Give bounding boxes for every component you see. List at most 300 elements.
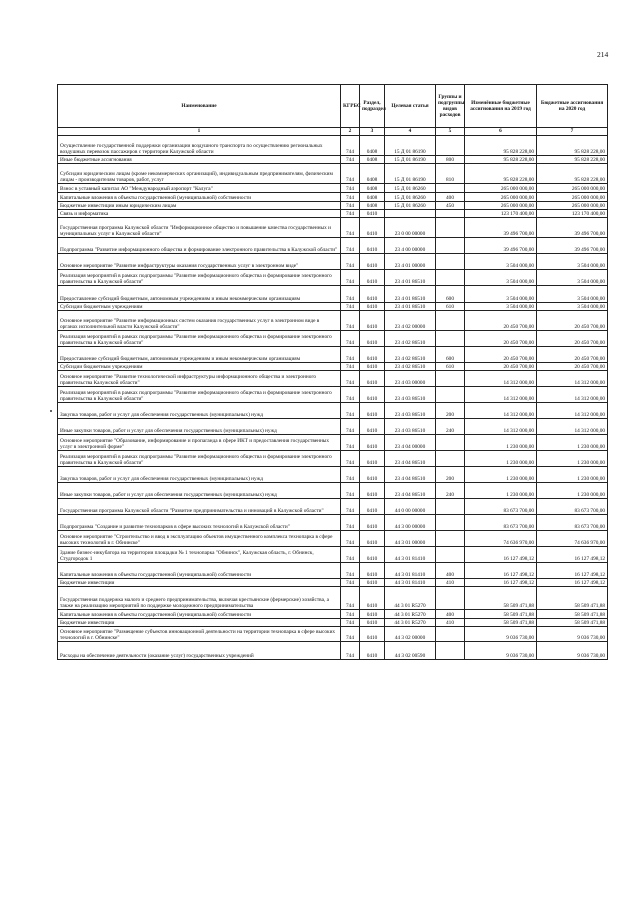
row-amount-2020: 9 036 730,00	[537, 642, 608, 660]
row-amount-2019: 1 230 000,00	[465, 435, 537, 451]
budget-allocation-table	[57, 84, 608, 660]
row-section: 0410	[360, 587, 385, 610]
row-kgrbs: 744	[341, 627, 360, 642]
row-target-article: 23 4 02 86510	[385, 363, 436, 371]
row-section: 0410	[360, 563, 385, 579]
header-amount-2020: Бюджетные ассигнования на 2020 год	[537, 85, 608, 128]
row-section: 0410	[360, 254, 385, 270]
row-kgrbs: 744	[341, 270, 360, 286]
row-amount-2020: 123 170 400,00	[537, 210, 608, 218]
row-expense-group: 600	[436, 347, 465, 363]
row-amount-2019: 9 036 730,00	[465, 642, 537, 660]
row-section: 0410	[360, 331, 385, 347]
table-row	[58, 286, 608, 303]
row-target-article: 23 4 01 00000	[385, 254, 436, 270]
table-row	[58, 531, 608, 547]
row-expense-group	[436, 311, 465, 331]
row-amount-2020: 58 509 471,88	[537, 619, 608, 627]
row-amount-2019: 1 230 000,00	[465, 483, 537, 499]
row-section: 0410	[360, 531, 385, 547]
row-amount-2020: 14 312 000,00	[537, 387, 608, 403]
row-target-article: 44 3 02 00000	[385, 627, 436, 642]
column-number: 3	[360, 128, 385, 136]
page-number: 214	[597, 50, 609, 59]
row-name: Подпрограмма "Развитие информационного общества и формирование электронного правительства в Калужской области"	[58, 238, 341, 254]
row-amount-2020: 1 230 000,00	[537, 435, 608, 451]
row-amount-2020: 3 504 000,00	[537, 270, 608, 286]
row-amount-2020: 39 496 700,00	[537, 238, 608, 254]
row-amount-2019: 16 127 498,12	[465, 579, 537, 587]
row-amount-2020: 16 127 498,12	[537, 563, 608, 579]
row-amount-2019: 9 036 730,00	[465, 627, 537, 642]
row-amount-2019: 14 312 000,00	[465, 419, 537, 435]
row-amount-2019: 39 496 700,00	[465, 238, 537, 254]
row-name: Иные закупки товаров, работ и услуг для обеспечения государственных (муниципальных) нужд	[58, 419, 341, 435]
row-name: Государственная поддержка малого и среднего предпринимательства, включая крестьянские (фермерские) хозяйства, а также на реализацию мероприятий по поддержке молодежного предпринимательства	[58, 587, 341, 610]
row-amount-2020: 1 230 000,00	[537, 467, 608, 483]
row-amount-2020: 74 636 970,00	[537, 531, 608, 547]
row-kgrbs: 744	[341, 515, 360, 531]
row-target-article: 23 4 04 86510	[385, 483, 436, 499]
row-name: Подпрограмма "Создание и развитие технопарков в сфере высоких технологий в Калужской области"	[58, 515, 341, 531]
row-section: 0410	[360, 610, 385, 619]
row-amount-2020: 83 673 700,00	[537, 515, 608, 531]
row-target-article: 23 4 02 86510	[385, 347, 436, 363]
row-expense-group	[436, 515, 465, 531]
row-name: Закупка товаров, работ и услуг для обеспечения государственных (муниципальных) нужд	[58, 403, 341, 419]
row-amount-2020: 9 036 730,00	[537, 627, 608, 642]
row-target-article: 23 4 04 00000	[385, 435, 436, 451]
row-section: 0410	[360, 642, 385, 660]
table-row	[58, 371, 608, 387]
row-name: Иные бюджетные ассигнования	[58, 156, 341, 164]
row-amount-2020: 95 828 228,00	[537, 156, 608, 164]
row-amount-2019: 1 230 000,00	[465, 467, 537, 483]
row-section: 0408	[360, 193, 385, 202]
row-amount-2020: 39 496 700,00	[537, 218, 608, 238]
column-number: 4	[385, 128, 436, 136]
row-amount-2019: 14 312 000,00	[465, 371, 537, 387]
table-row	[58, 363, 608, 371]
row-kgrbs: 744	[341, 286, 360, 303]
row-name: Субсидии юридическим лицам (кроме некоммерческих организаций), индивидуальным предпринимателям, физическим лицам - производителям товаров, работ, услуг	[58, 164, 341, 184]
header-name: Наименование	[58, 85, 341, 128]
row-expense-group: 400	[436, 193, 465, 202]
row-target-article: 23 4 02 00000	[385, 311, 436, 331]
row-section: 0408	[360, 156, 385, 164]
table-row	[58, 254, 608, 270]
row-name: Взнос в уставный капитал АО "Международный аэропорт "Калуга"	[58, 184, 341, 193]
table-row	[58, 193, 608, 202]
row-expense-group: 600	[436, 286, 465, 303]
row-amount-2020: 20 450 700,00	[537, 311, 608, 331]
row-section: 0410	[360, 371, 385, 387]
header-amount-2019: Изменённые бюджетные ассигнования на 2019 год	[465, 85, 537, 128]
row-kgrbs: 744	[341, 303, 360, 311]
row-name: Предоставление субсидий бюджетным, автономным учреждениям и иным некоммерческим организациям	[58, 286, 341, 303]
row-section: 0410	[360, 238, 385, 254]
row-kgrbs: 744	[341, 619, 360, 627]
table-row	[58, 467, 608, 483]
row-name: Связь и информатика	[58, 210, 341, 218]
row-kgrbs: 744	[341, 610, 360, 619]
row-amount-2020: 16 127 498,12	[537, 579, 608, 587]
row-kgrbs: 744	[341, 331, 360, 347]
table-row	[58, 563, 608, 579]
row-kgrbs: 744	[341, 311, 360, 331]
row-target-article: 44 3 01 R5270	[385, 610, 436, 619]
table-row	[58, 303, 608, 311]
row-target-article: 44 3 01 81410	[385, 563, 436, 579]
row-kgrbs: 744	[341, 579, 360, 587]
row-name: Основное мероприятие "Развитие информационных систем оказания государственных услуг в электронном виде в органах исполнительной власти Калужской области"	[58, 311, 341, 331]
row-kgrbs: 744	[341, 193, 360, 202]
row-expense-group: 610	[436, 363, 465, 371]
row-kgrbs: 744	[341, 184, 360, 193]
row-amount-2019: 3 504 000,00	[465, 286, 537, 303]
row-kgrbs: 744	[341, 531, 360, 547]
row-kgrbs: 744	[341, 483, 360, 499]
row-amount-2019: 1 230 000,00	[465, 451, 537, 467]
table-row	[58, 619, 608, 627]
row-amount-2020: 20 450 700,00	[537, 331, 608, 347]
row-kgrbs: 744	[341, 238, 360, 254]
row-target-article: 15 Д 01 86190	[385, 164, 436, 184]
row-amount-2020: 20 450 700,00	[537, 363, 608, 371]
row-target-article: 23 0 00 00000	[385, 218, 436, 238]
row-expense-group: 400	[436, 563, 465, 579]
row-kgrbs: 744	[341, 419, 360, 435]
row-target-article: 15 Д 01 86260	[385, 193, 436, 202]
row-amount-2019: 83 673 700,00	[465, 515, 537, 531]
row-name: Иные закупки товаров, работ и услуг для обеспечения государственных (муниципальных) нужд	[58, 483, 341, 499]
column-number: 6	[465, 128, 537, 136]
table-row	[58, 347, 608, 363]
row-section: 0410	[360, 363, 385, 371]
row-section: 0410	[360, 579, 385, 587]
row-amount-2019: 95 828 228,00	[465, 136, 537, 156]
row-section: 0408	[360, 202, 385, 210]
table-row	[58, 435, 608, 451]
row-expense-group	[436, 218, 465, 238]
row-expense-group	[436, 331, 465, 347]
table-row	[58, 270, 608, 286]
row-section: 0410	[360, 387, 385, 403]
column-number-row	[58, 128, 608, 136]
row-name: Основное мероприятие "Развитие инфраструктуры оказания государственных услуг в электронном виде"	[58, 254, 341, 270]
row-name: Капитальные вложения в объекты государственной (муниципальной) собственности	[58, 563, 341, 579]
table-row	[58, 156, 608, 164]
row-section: 0410	[360, 547, 385, 563]
row-name: Государственная программа Калужской области "Информационное общество и повышение качества государственных и муниципальных услуг в Калужской области"	[58, 218, 341, 238]
header-kgrbs: КГРБС	[341, 85, 360, 128]
row-target-article: 44 3 01 R5270	[385, 587, 436, 610]
row-expense-group	[436, 587, 465, 610]
row-expense-group	[436, 531, 465, 547]
row-name: Реализация мероприятий в рамках подпрограммы "Развитие информационного общества и формирование электронного правительства в Калужской области"	[58, 270, 341, 286]
row-name: Государственная программа Калужской области "Развитие предпринимательства и инноваций в Калужской области"	[58, 499, 341, 515]
row-amount-2020: 14 312 000,00	[537, 403, 608, 419]
row-amount-2020: 83 673 700,00	[537, 499, 608, 515]
row-expense-group	[436, 270, 465, 286]
row-name: Основное мероприятие "Размещение субъектов инновационной деятельности на территории технопарка в сфере высоких технологий в г. Обнинске"	[58, 627, 341, 642]
table-body	[58, 136, 608, 660]
table-row	[58, 587, 608, 610]
row-kgrbs: 744	[341, 136, 360, 156]
header-expense-group: Группы и подгруппы видов расходов	[436, 85, 465, 128]
row-name: Основное мероприятие "Строительство и ввод в эксплуатацию объектов имущественного комплекса технопарка в сфере высоких технологий в г. Обнинске"	[58, 531, 341, 547]
table-row	[58, 164, 608, 184]
row-section: 0410	[360, 218, 385, 238]
row-amount-2020: 58 509 471,88	[537, 610, 608, 619]
row-kgrbs: 744	[341, 499, 360, 515]
row-name: Закупка товаров, работ и услуг для обеспечения государственных (муниципальных) нужд	[58, 467, 341, 483]
table-row	[58, 515, 608, 531]
row-expense-group: 200	[436, 467, 465, 483]
row-name: Бюджетные инвестиции	[58, 619, 341, 627]
row-target-article: 15 Д 01 86190	[385, 136, 436, 156]
table-row	[58, 627, 608, 642]
row-kgrbs: 744	[341, 363, 360, 371]
table-row	[58, 579, 608, 587]
row-amount-2019: 83 673 700,00	[465, 499, 537, 515]
row-amount-2019: 265 000 000,00	[465, 202, 537, 210]
row-amount-2019: 74 636 970,00	[465, 531, 537, 547]
table-row	[58, 184, 608, 193]
row-expense-group	[436, 547, 465, 563]
row-target-article: 44 0 00 00000	[385, 499, 436, 515]
row-amount-2019: 20 450 700,00	[465, 347, 537, 363]
row-amount-2019: 123 170 400,00	[465, 210, 537, 218]
row-expense-group: 240	[436, 483, 465, 499]
row-expense-group	[436, 238, 465, 254]
row-name: Реализация мероприятий в рамках подпрограммы "Развитие информационного общества и формирование электронного правительства в Калужской области"	[58, 451, 341, 467]
row-amount-2020: 95 828 228,00	[537, 164, 608, 184]
row-target-article: 23 4 03 86510	[385, 403, 436, 419]
row-name: Здание бизнес-инкубатора на территории площадки № 1 технопарка "Обнинск", Калужская область, г. Обнинск, Студгородок 1	[58, 547, 341, 563]
column-number: 5	[436, 128, 465, 136]
row-kgrbs: 744	[341, 371, 360, 387]
row-expense-group	[436, 435, 465, 451]
table-row	[58, 136, 608, 156]
row-amount-2019: 58 509 471,88	[465, 610, 537, 619]
row-kgrbs: 744	[341, 435, 360, 451]
row-amount-2020: 20 450 700,00	[537, 347, 608, 363]
row-target-article: 15 Д 01 86260	[385, 202, 436, 210]
row-section: 0410	[360, 515, 385, 531]
row-amount-2019: 58 509 471,88	[465, 619, 537, 627]
table-row	[58, 642, 608, 660]
row-name: Бюджетные инвестиции иным юридическим лицам	[58, 202, 341, 210]
row-kgrbs: 744	[341, 210, 360, 218]
row-amount-2019: 16 127 498,12	[465, 563, 537, 579]
row-name: Реализация мероприятий в рамках подпрограммы "Развитие информационного общества и формирование электронного правительства в Калужской области"	[58, 387, 341, 403]
row-target-article: 44 3 02 00590	[385, 642, 436, 660]
row-name: Субсидии бюджетным учреждениям	[58, 303, 341, 311]
row-name: Основное мероприятие "Развитие технологической инфраструктуры информационного общества и электронного правительства Калужской области"	[58, 371, 341, 387]
row-name: Субсидии бюджетным учреждениям	[58, 363, 341, 371]
row-kgrbs: 744	[341, 218, 360, 238]
row-amount-2020: 3 504 000,00	[537, 303, 608, 311]
table-row	[58, 499, 608, 515]
table-row	[58, 387, 608, 403]
table-row	[58, 238, 608, 254]
row-expense-group: 240	[436, 419, 465, 435]
row-name: Капитальные вложения в объекты государственной (муниципальной) собственности	[58, 610, 341, 619]
row-expense-group: 450	[436, 202, 465, 210]
row-section: 0410	[360, 467, 385, 483]
row-target-article: 44 3 01 81410	[385, 579, 436, 587]
row-expense-group: 400	[436, 610, 465, 619]
row-amount-2020: 14 312 000,00	[537, 419, 608, 435]
row-expense-group	[436, 451, 465, 467]
row-section: 0408	[360, 164, 385, 184]
table-header-row	[58, 85, 608, 128]
row-expense-group	[436, 627, 465, 642]
row-section: 0410	[360, 347, 385, 363]
row-target-article: 44 3 01 81410	[385, 547, 436, 563]
row-expense-group: 200	[436, 403, 465, 419]
table-row	[58, 331, 608, 347]
table-row	[58, 210, 608, 218]
row-section: 0410	[360, 311, 385, 331]
row-expense-group	[436, 210, 465, 218]
row-section: 0410	[360, 499, 385, 515]
row-amount-2019: 3 504 000,00	[465, 303, 537, 311]
row-amount-2019: 3 504 000,00	[465, 270, 537, 286]
row-name: Осуществление государственной поддержки организации воздушного транспорта по осуществлению региональных воздушных перевозок пассажиров с территории Калужской области	[58, 136, 341, 156]
row-expense-group	[436, 642, 465, 660]
row-target-article: 44 3 01 00000	[385, 531, 436, 547]
row-expense-group	[436, 136, 465, 156]
table-row	[58, 483, 608, 499]
row-target-article: 23 4 02 86510	[385, 331, 436, 347]
row-amount-2020: 14 312 000,00	[537, 371, 608, 387]
row-kgrbs: 744	[341, 547, 360, 563]
row-section: 0410	[360, 435, 385, 451]
row-kgrbs: 744	[341, 451, 360, 467]
row-target-article: 23 4 03 86510	[385, 387, 436, 403]
row-amount-2020: 265 000 000,00	[537, 193, 608, 202]
row-kgrbs: 744	[341, 587, 360, 610]
row-amount-2019: 20 450 700,00	[465, 363, 537, 371]
table-row	[58, 547, 608, 563]
row-amount-2019: 95 828 228,00	[465, 156, 537, 164]
row-expense-group: 410	[436, 579, 465, 587]
row-target-article: 23 4 03 86510	[385, 419, 436, 435]
row-amount-2020: 265 000 000,00	[537, 202, 608, 210]
row-section: 0408	[360, 136, 385, 156]
row-expense-group: 800	[436, 156, 465, 164]
row-expense-group	[436, 184, 465, 193]
row-amount-2019: 95 828 228,00	[465, 164, 537, 184]
row-section: 0410	[360, 483, 385, 499]
row-section: 0410	[360, 627, 385, 642]
row-target-article: 44 3 01 R5270	[385, 619, 436, 627]
row-name: Предоставление субсидий бюджетным, автономным учреждениям и иным некоммерческим организациям	[58, 347, 341, 363]
row-expense-group	[436, 371, 465, 387]
row-target-article: 23 4 00 00000	[385, 238, 436, 254]
column-number: 7	[537, 128, 608, 136]
row-kgrbs: 744	[341, 254, 360, 270]
row-section: 0410	[360, 286, 385, 303]
row-expense-group	[436, 254, 465, 270]
row-expense-group	[436, 499, 465, 515]
row-name: Бюджетные инвестиции	[58, 579, 341, 587]
row-amount-2020: 265 000 000,00	[537, 184, 608, 193]
table-row	[58, 403, 608, 419]
row-amount-2020: 16 127 498,12	[537, 547, 608, 563]
row-amount-2019: 14 312 000,00	[465, 403, 537, 419]
row-name: Основное мероприятие "Образование, информирование и пропаганда в сфере ИКТ и предоставления государственных услуг в электронной форме"	[58, 435, 341, 451]
row-amount-2019: 58 509 471,88	[465, 587, 537, 610]
row-amount-2019: 14 312 000,00	[465, 387, 537, 403]
row-target-article: 23 4 01 86510	[385, 286, 436, 303]
row-amount-2020: 58 509 471,88	[537, 587, 608, 610]
row-target-article: 23 4 04 86510	[385, 467, 436, 483]
row-amount-2019: 265 000 000,00	[465, 184, 537, 193]
table-row	[58, 311, 608, 331]
row-target-article: 23 4 01 86510	[385, 270, 436, 286]
row-amount-2020: 1 230 000,00	[537, 451, 608, 467]
row-amount-2019: 16 127 498,12	[465, 547, 537, 563]
row-kgrbs: 744	[341, 467, 360, 483]
row-amount-2019: 3 504 000,00	[465, 254, 537, 270]
header-section: Раздел, подраздел	[360, 85, 385, 128]
row-target-article: 23 4 04 86510	[385, 451, 436, 467]
table-row	[58, 218, 608, 238]
row-target-article: 23 4 03 00000	[385, 371, 436, 387]
row-section: 0408	[360, 184, 385, 193]
table-row	[58, 419, 608, 435]
row-section: 0410	[360, 210, 385, 218]
row-name: Реализация мероприятий в рамках подпрограммы "Развитие информационного общества и формирование электронного правительства в Калужской области"	[58, 331, 341, 347]
row-amount-2020: 1 230 000,00	[537, 483, 608, 499]
row-amount-2019: 20 450 700,00	[465, 331, 537, 347]
row-kgrbs: 744	[341, 156, 360, 164]
row-kgrbs: 744	[341, 387, 360, 403]
row-kgrbs: 744	[341, 642, 360, 660]
row-section: 0410	[360, 403, 385, 419]
row-section: 0410	[360, 619, 385, 627]
row-expense-group	[436, 387, 465, 403]
row-section: 0410	[360, 451, 385, 467]
row-kgrbs: 744	[341, 563, 360, 579]
scan-speck	[50, 410, 52, 412]
table-row	[58, 202, 608, 210]
table-row	[58, 451, 608, 467]
row-kgrbs: 744	[341, 347, 360, 363]
row-target-article: 44 3 00 00000	[385, 515, 436, 531]
row-name: Капитальные вложения в объекты государственной (муниципальной) собственности	[58, 193, 341, 202]
header-target-article: Целевая статья	[385, 85, 436, 128]
row-amount-2020: 3 504 000,00	[537, 254, 608, 270]
row-section: 0410	[360, 270, 385, 286]
row-target-article: 23 4 01 86510	[385, 303, 436, 311]
row-kgrbs: 744	[341, 403, 360, 419]
row-expense-group: 810	[436, 164, 465, 184]
column-number: 2	[341, 128, 360, 136]
row-section: 0410	[360, 419, 385, 435]
row-section: 0410	[360, 303, 385, 311]
row-target-article	[385, 210, 436, 218]
row-target-article: 15 Д 01 86260	[385, 184, 436, 193]
row-amount-2020: 3 504 000,00	[537, 286, 608, 303]
row-kgrbs: 744	[341, 202, 360, 210]
row-expense-group: 610	[436, 303, 465, 311]
row-target-article: 15 Д 01 86190	[385, 156, 436, 164]
row-name: Расходы на обеспечение деятельности (оказание услуг) государственных учреждений	[58, 642, 341, 660]
